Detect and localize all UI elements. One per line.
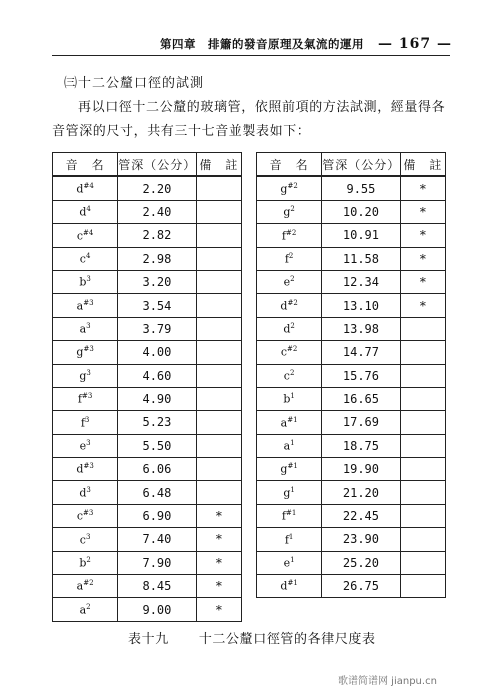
site-watermark: 歌谱简谱网 jianpu.cn <box>338 676 437 687</box>
note-octave: 1 <box>290 439 295 448</box>
remark-cell <box>400 434 445 457</box>
note-letter: g <box>280 182 288 196</box>
note-letter: e <box>79 439 87 453</box>
table-row <box>53 575 242 598</box>
remark-cell: * <box>400 200 445 223</box>
column-header-length: 管深（公分） <box>322 153 400 177</box>
pipe-length-cell: 5.50 <box>118 434 196 457</box>
note-octave: #3 <box>83 345 94 354</box>
table-row <box>53 387 242 410</box>
note-octave: 3 <box>84 415 90 424</box>
running-header <box>52 36 452 52</box>
remark-cell <box>196 176 241 200</box>
note-letter: b <box>79 556 87 570</box>
table-row <box>53 294 242 317</box>
remark-cell <box>400 528 445 551</box>
note-letter: g <box>283 486 291 500</box>
table-header-row <box>53 153 242 177</box>
remark-cell: * <box>400 176 445 200</box>
pipe-length-cell: 4.60 <box>118 364 196 387</box>
note-name-cell <box>53 551 118 574</box>
remark-cell <box>196 481 241 504</box>
note-letter: d <box>76 182 84 196</box>
note-octave: 3 <box>86 275 91 284</box>
note-name-cell <box>257 504 322 527</box>
table-row <box>53 341 242 364</box>
note-letter: c <box>283 369 290 383</box>
note-name-cell <box>257 364 322 387</box>
remark-cell <box>196 294 241 317</box>
table-row <box>53 551 242 574</box>
note-name-cell <box>257 176 322 200</box>
table-row <box>257 364 446 387</box>
remark-cell: * <box>196 528 241 551</box>
note-octave: 1 <box>288 532 294 541</box>
pipe-length-cell: 15.76 <box>322 364 400 387</box>
remark-cell <box>196 200 241 223</box>
table-row <box>257 387 446 410</box>
note-letter: c <box>79 252 86 266</box>
note-octave: 3 <box>85 532 91 541</box>
note-letter: f <box>77 392 82 406</box>
table-row <box>257 270 446 293</box>
note-octave: #2 <box>287 181 298 190</box>
note-octave: 2 <box>288 251 294 260</box>
note-octave: #3 <box>81 392 93 401</box>
note-name-cell <box>257 270 322 293</box>
note-octave: 4 <box>85 251 91 260</box>
remark-cell <box>196 224 241 247</box>
note-name-cell <box>257 411 322 434</box>
caption-text: 十二公釐口徑管的各律尺度表 <box>198 632 376 647</box>
note-octave: 2 <box>290 205 295 214</box>
note-octave: 3 <box>86 322 91 331</box>
note-letter: c <box>76 229 84 243</box>
table-row <box>53 504 242 527</box>
remark-cell <box>400 317 445 340</box>
note-name-cell <box>53 458 118 481</box>
note-name-cell <box>53 481 118 504</box>
remark-cell: * <box>196 551 241 574</box>
pipe-length-cell: 17.69 <box>322 411 400 434</box>
pipe-length-cell: 3.20 <box>118 270 196 293</box>
table-row <box>257 575 446 598</box>
pipe-length-cell: 19.90 <box>322 458 400 481</box>
note-name-cell <box>53 528 118 551</box>
section-title: ㈢十二公釐口徑的試測 <box>64 76 205 91</box>
pipe-length-cell: 6.48 <box>118 481 196 504</box>
table-row <box>53 598 242 621</box>
note-name-cell <box>257 247 322 270</box>
note-octave: 3 <box>86 485 91 494</box>
pipe-length-cell: 4.90 <box>118 387 196 410</box>
pipe-length-cell: 16.65 <box>322 387 400 410</box>
note-octave: #3 <box>83 509 94 518</box>
note-name-cell <box>257 294 322 317</box>
pipe-length-cell: 4.00 <box>118 341 196 364</box>
note-name-cell <box>53 387 118 410</box>
pipe-length-cell: 21.20 <box>322 481 400 504</box>
note-name-cell <box>53 364 118 387</box>
note-letter: d <box>79 486 87 500</box>
table-row <box>257 200 446 223</box>
note-letter: g <box>79 369 87 383</box>
note-name-cell <box>257 434 322 457</box>
pipe-length-cell: 2.40 <box>118 200 196 223</box>
note-name-cell <box>53 411 118 434</box>
table-row <box>53 481 242 504</box>
remark-cell <box>196 364 241 387</box>
remark-cell <box>196 387 241 410</box>
table-row <box>257 481 446 504</box>
column-header-length: 管深（公分） <box>118 153 196 177</box>
table-caption <box>128 628 376 647</box>
remark-cell: * <box>400 247 445 270</box>
note-letter: a <box>79 322 87 336</box>
pipe-length-cell: 2.98 <box>118 247 196 270</box>
note-octave: 1 <box>290 485 295 494</box>
note-letter: f <box>281 509 286 523</box>
pipe-length-cell: 18.75 <box>322 434 400 457</box>
note-name-cell <box>53 176 118 200</box>
table-row <box>257 551 446 574</box>
pipe-length-cell: 10.20 <box>322 200 400 223</box>
note-name-cell <box>257 458 322 481</box>
table-row <box>53 317 242 340</box>
intro-text: 再以口徑十二公釐的玻璃管，依照前項的方法試測，經量得各音管深的尺寸，共有三十七音並製表如下： <box>52 100 446 139</box>
remark-cell <box>400 458 445 481</box>
note-name-cell <box>257 224 322 247</box>
pipe-length-cell: 6.90 <box>118 504 196 527</box>
note-octave: 4 <box>86 205 91 214</box>
page-number: — 167 — <box>378 36 452 52</box>
note-name-cell <box>257 528 322 551</box>
note-letter: c <box>79 533 86 547</box>
pipe-length-cell: 9.55 <box>322 176 400 200</box>
note-name-cell <box>53 224 118 247</box>
note-letter: c <box>76 509 84 523</box>
note-name-cell <box>257 200 322 223</box>
header-rule <box>52 55 450 56</box>
table-row <box>53 200 242 223</box>
pipe-length-cell: 26.75 <box>322 575 400 598</box>
remark-cell <box>196 434 241 457</box>
note-name-cell <box>53 270 118 293</box>
remark-cell <box>400 551 445 574</box>
pipe-length-cell: 9.00 <box>118 598 196 621</box>
note-octave: #4 <box>83 228 94 237</box>
table-row <box>257 294 446 317</box>
column-header-note: 音 名 <box>53 153 118 177</box>
note-letter: g <box>76 346 84 360</box>
note-octave: 2 <box>290 322 295 331</box>
table-row <box>53 270 242 293</box>
table-row <box>53 247 242 270</box>
note-letter: f <box>80 416 85 430</box>
note-name-cell <box>53 200 118 223</box>
note-name-cell <box>257 387 322 410</box>
remark-cell <box>196 458 241 481</box>
table-row <box>257 504 446 527</box>
note-octave: 2 <box>86 602 91 611</box>
note-octave: #1 <box>287 462 298 471</box>
remark-cell: * <box>196 598 241 621</box>
note-octave: 3 <box>86 368 91 377</box>
table-row <box>257 458 446 481</box>
note-octave: 2 <box>290 275 295 284</box>
pipe-length-cell: 13.10 <box>322 294 400 317</box>
remark-cell: * <box>400 294 445 317</box>
remark-cell: * <box>400 224 445 247</box>
pipe-length-cell: 22.45 <box>322 504 400 527</box>
pipe-table-left <box>52 152 242 622</box>
table-row <box>53 364 242 387</box>
note-octave: #1 <box>287 579 298 588</box>
note-octave: #2 <box>287 298 298 307</box>
note-octave: #2 <box>287 345 298 354</box>
note-name-cell <box>257 481 322 504</box>
note-octave: #4 <box>83 181 94 190</box>
pipe-length-cell: 2.20 <box>118 176 196 200</box>
note-octave: #1 <box>287 415 298 424</box>
note-octave: 1 <box>290 556 295 564</box>
note-octave: 3 <box>86 439 91 448</box>
table-row <box>257 434 446 457</box>
note-octave: #3 <box>83 462 94 471</box>
note-letter: a <box>79 603 87 617</box>
remark-cell <box>196 317 241 340</box>
pipe-table-right <box>256 152 446 598</box>
note-name-cell <box>257 341 322 364</box>
note-letter: a <box>280 416 288 430</box>
remark-cell <box>400 341 445 364</box>
column-header-note: 音 名 <box>257 153 322 177</box>
remark-cell: * <box>400 270 445 293</box>
note-letter: f <box>284 252 289 266</box>
table-row <box>257 224 446 247</box>
caption-label: 表十九 <box>128 632 169 647</box>
pipe-length-cell: 10.91 <box>322 224 400 247</box>
pipe-length-cell: 11.58 <box>322 247 400 270</box>
note-letter: d <box>280 580 288 594</box>
note-letter: d <box>79 205 87 219</box>
pipe-length-cell: 6.06 <box>118 458 196 481</box>
pipe-length-cell: 7.40 <box>118 528 196 551</box>
remark-cell <box>196 270 241 293</box>
remark-cell: * <box>196 575 241 598</box>
remark-cell <box>196 341 241 364</box>
note-name-cell <box>53 575 118 598</box>
remark-cell <box>400 364 445 387</box>
pipe-length-cell: 3.79 <box>118 317 196 340</box>
note-name-cell <box>53 598 118 621</box>
pipe-length-cell: 12.34 <box>322 270 400 293</box>
table-row <box>257 528 446 551</box>
table-row <box>257 247 446 270</box>
note-letter: f <box>284 533 289 547</box>
pipe-length-cell: 2.82 <box>118 224 196 247</box>
note-letter: a <box>283 439 291 453</box>
table-row <box>53 458 242 481</box>
note-letter: e <box>283 275 291 289</box>
pipe-length-cell: 13.98 <box>322 317 400 340</box>
note-letter: a <box>76 580 84 594</box>
note-octave: 2 <box>86 556 91 564</box>
note-letter: g <box>280 463 288 477</box>
note-letter: g <box>283 205 291 219</box>
table-row <box>257 176 446 200</box>
note-name-cell <box>257 551 322 574</box>
table-row <box>53 528 242 551</box>
note-octave: #2 <box>285 228 297 237</box>
note-name-cell <box>53 317 118 340</box>
note-letter: d <box>280 299 288 313</box>
note-letter: d <box>283 322 291 336</box>
note-name-cell <box>53 341 118 364</box>
note-name-cell <box>257 575 322 598</box>
note-letter: a <box>76 299 84 313</box>
remark-cell <box>400 411 445 434</box>
note-name-cell <box>257 317 322 340</box>
pipe-length-cell: 7.90 <box>118 551 196 574</box>
remark-cell <box>400 575 445 598</box>
note-octave: 2 <box>289 368 295 377</box>
intro-paragraph <box>52 96 450 144</box>
table-header-row <box>257 153 446 177</box>
note-name-cell <box>53 504 118 527</box>
remark-cell <box>400 387 445 410</box>
note-name-cell <box>53 294 118 317</box>
remark-cell <box>400 504 445 527</box>
note-octave: #2 <box>83 579 94 588</box>
note-name-cell <box>53 247 118 270</box>
note-octave: #3 <box>83 298 94 307</box>
pipe-length-cell: 14.77 <box>322 341 400 364</box>
table-row <box>53 224 242 247</box>
chapter-title: 第四章 排簫的發音原理及氣流的運用 <box>160 37 365 51</box>
pipe-length-cell: 8.45 <box>118 575 196 598</box>
column-header-remark: 備 註 <box>400 153 445 177</box>
table-row <box>257 317 446 340</box>
column-header-remark: 備 註 <box>196 153 241 177</box>
remark-cell: * <box>196 504 241 527</box>
table-row <box>53 176 242 200</box>
pipe-length-cell: 3.54 <box>118 294 196 317</box>
note-letter: d <box>76 463 84 477</box>
remark-cell <box>196 247 241 270</box>
table-row <box>53 411 242 434</box>
note-name-cell <box>53 434 118 457</box>
table-row <box>53 434 242 457</box>
note-letter: e <box>283 556 291 570</box>
pipe-length-cell: 5.23 <box>118 411 196 434</box>
note-octave: 1 <box>290 392 295 401</box>
note-letter: b <box>79 275 87 289</box>
note-letter: f <box>281 229 286 243</box>
pipe-length-cell: 25.20 <box>322 551 400 574</box>
note-letter: c <box>280 346 288 360</box>
pipe-length-cell: 23.90 <box>322 528 400 551</box>
remark-cell <box>400 481 445 504</box>
table-row <box>257 341 446 364</box>
table-row <box>257 411 446 434</box>
note-octave: #1 <box>285 509 297 518</box>
note-letter: b <box>283 392 291 406</box>
remark-cell <box>196 411 241 434</box>
